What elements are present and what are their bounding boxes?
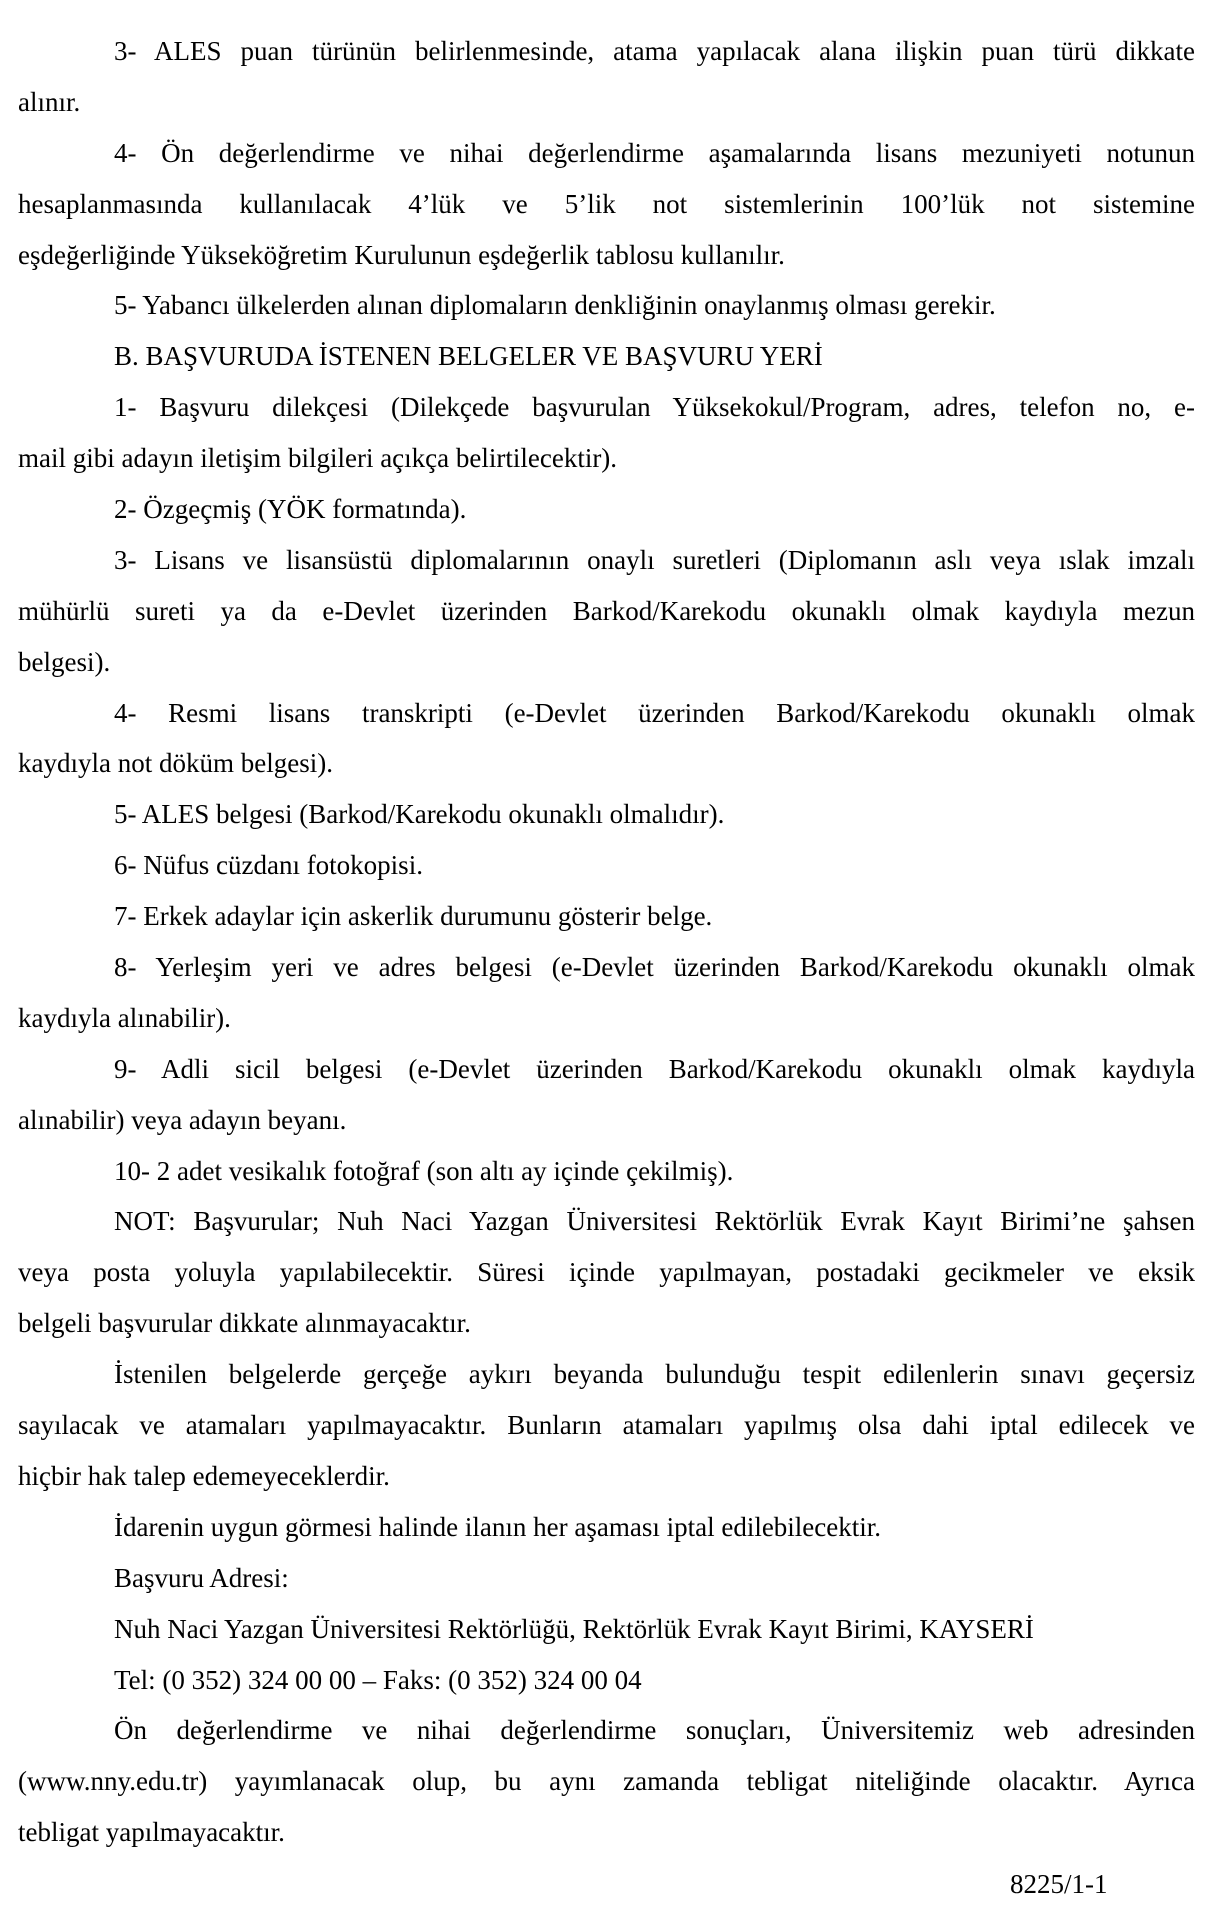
section-heading: B. BAŞVURUDA İSTENEN BELGELER VE BAŞVURU YERİ — [114, 341, 823, 372]
contact-line: Tel: (0 352) 324 00 00 – Faks: (0 352) 324 00 04 — [114, 1664, 642, 1695]
text-line: İstenilen belgelerde gerçeğe aykırı beyanda bulunduğu tespit edilenlerin sınavı geçersiz — [114, 1359, 1195, 1390]
text-line: (www.nny.edu.tr) yayımlanacak olup, bu aynı zamanda tebligat niteliğinde olacaktır. Ayrıca — [18, 1766, 1195, 1797]
text-line: NOT: Başvurular; Nuh Naci Yazgan Üniversitesi Rektörlük Evrak Kayıt Birimi’ne şahsen — [114, 1206, 1195, 1237]
document-body — [18, 33, 1195, 1865]
text-line: alınır. — [18, 86, 81, 117]
text-line: alınabilir) veya adayın beyanı. — [18, 1104, 347, 1135]
text-line: 4- Resmi lisans transkripti (e-Devlet üzerinden Barkod/Karekodu okunaklı olmak — [114, 697, 1195, 728]
text-line: eşdeğerliğinde Yükseköğretim Kurulunun eşdeğerlik tablosu kullanılır. — [18, 239, 785, 270]
text-line: mail gibi adayın iletişim bilgileri açıkça belirtilecektir). — [18, 443, 618, 474]
text-line: veya posta yoluyla yapılabilecektir. Süresi içinde yapılmayan, postadaki gecikmeler ve eksik — [18, 1257, 1195, 1288]
text-line: tebligat yapılmayacaktır. — [18, 1817, 285, 1848]
text-line: belgesi). — [18, 646, 111, 677]
address-line: Nuh Naci Yazgan Üniversitesi Rektörlüğü, Rektörlük Evrak Kayıt Birimi, KAYSERİ — [114, 1613, 1034, 1644]
text-line: belgeli başvurular dikkate alınmayacaktır. — [18, 1308, 471, 1339]
text-line: 6- Nüfus cüzdanı fotokopisi. — [114, 850, 423, 881]
text-line: 3- ALES puan türünün belirlenmesinde, atama yapılacak alana ilişkin puan türü dikkate — [114, 36, 1195, 66]
text-line: 2- Özgeçmiş (YÖK formatında). — [114, 494, 467, 525]
text-line: 5- ALES belgesi (Barkod/Karekodu okunaklı olmalıdır). — [114, 799, 725, 830]
text-line: hiçbir hak talep edemeyeceklerdir. — [18, 1460, 390, 1491]
text-line: kaydıyla not döküm belgesi). — [18, 748, 333, 779]
text-line: 5- Yabancı ülkelerden alınan diplomaların denkliğinin onaylanmış olması gerekir. — [114, 290, 996, 321]
text-line: Ön değerlendirme ve nihai değerlendirme sonuçları, Üniversitemiz web adresinden — [114, 1715, 1195, 1746]
text-line: 7- Erkek adaylar için askerlik durumunu gösterir belge. — [114, 901, 713, 932]
text-line: 8- Yerleşim yeri ve adres belgesi (e-Devlet üzerinden Barkod/Karekodu okunaklı olmak — [114, 952, 1195, 983]
text-line: 3- Lisans ve lisansüstü diplomalarının onaylı suretleri (Diplomanın aslı veya ıslak imzalı — [114, 544, 1195, 575]
text-line: mühürlü sureti ya da e-Devlet üzerinden Barkod/Karekodu okunaklı olmak kaydıyla mezun — [18, 595, 1195, 626]
text-line: 9- Adli sicil belgesi (e-Devlet üzerinden Barkod/Karekodu okunaklı olmak kaydıyla — [114, 1053, 1195, 1084]
text-line: sayılacak ve atamaları yapılmayacaktır. Bunların atamaları yapılmış olsa dahi iptal edilecek ve — [18, 1410, 1195, 1441]
text-line: kaydıyla alınabilir). — [18, 1002, 231, 1033]
text-line: 1- Başvuru dilekçesi (Dilekçede başvurulan Yüksekokul/Program, adres, telefon no, e- — [114, 392, 1195, 423]
text-line: 4- Ön değerlendirme ve nihai değerlendirme aşamalarında lisans mezuniyeti notunun — [114, 137, 1195, 168]
footer-code: 8225/1-1 — [1010, 1869, 1108, 1899]
text-line: İdarenin uygun görmesi halinde ilanın her aşaması iptal edilebilecektir. — [114, 1511, 882, 1542]
text-line: hesaplanmasında kullanılacak 4’lük ve 5’lik not sistemlerinin 100’lük not sistemine — [18, 188, 1195, 219]
address-label: Başvuru Adresi: — [114, 1562, 289, 1593]
text-line: 10- 2 adet vesikalık fotoğraf (son altı ay içinde çekilmiş). — [114, 1155, 734, 1186]
